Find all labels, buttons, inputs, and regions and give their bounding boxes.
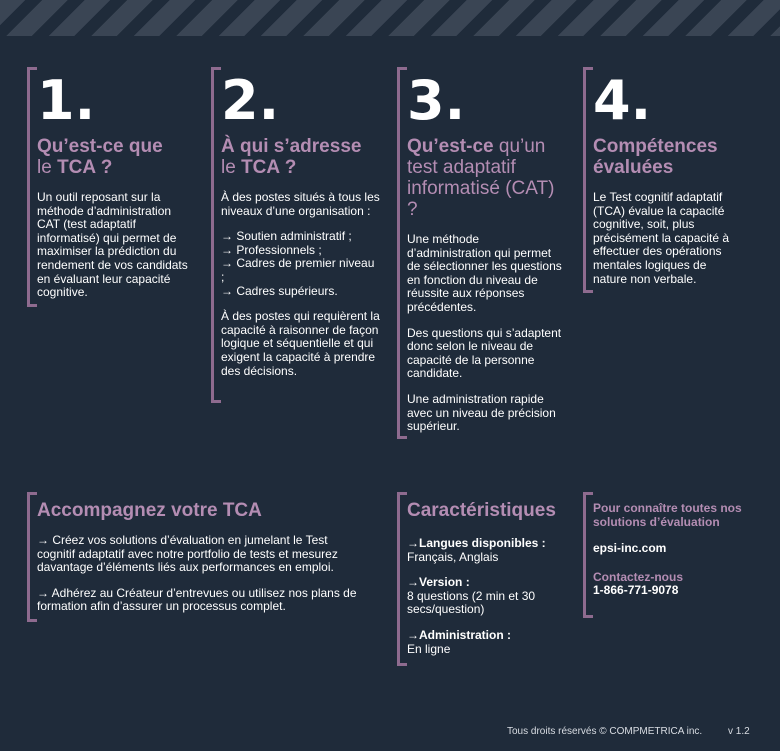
- heading-part: TCA ?: [241, 157, 297, 178]
- feature-label: →Langues disponibles :: [407, 536, 546, 550]
- paragraph: Des questions qui s’adaptent donc selon le niveau de capacité de la personne candidate.: [407, 325, 562, 381]
- contact-label: Contactez-nous: [593, 569, 683, 584]
- section-4: [583, 67, 753, 293]
- features-list: [407, 537, 567, 668]
- heading-part: Compétences évaluées: [593, 136, 718, 178]
- contact-block: [593, 502, 743, 598]
- accompany-body: [37, 534, 367, 626]
- section-bracket: [397, 67, 407, 439]
- feature-label: →Administration :: [407, 627, 511, 642]
- section-2: [211, 67, 381, 403]
- features-section: [397, 492, 572, 666]
- website-link[interactable]: epsi-inc.com: [593, 541, 667, 555]
- heading-part: Qu’est-ce que: [37, 136, 163, 157]
- section-body: [407, 233, 565, 446]
- feature-label: →Version :: [407, 575, 470, 590]
- paragraph: Une administration rapide avec un niveau de précision supérieur.: [407, 391, 556, 434]
- copyright-text: Tous droits réservés © COMPMETRICA inc.: [507, 726, 703, 737]
- feature-item: [407, 576, 567, 617]
- paragraph: Un outil reposant sur la méthode d’administration CAT (test adaptatif informatisé) qui permet de maximiser la prédiction du rendement de vos candidats en évaluant leur capacité cognitive.: [37, 190, 188, 300]
- accompany-section: [27, 492, 377, 622]
- section-body: [593, 191, 743, 298]
- section-bracket: [397, 492, 407, 666]
- section-body: [37, 191, 192, 312]
- contact-section: [583, 492, 753, 618]
- section-1: [27, 67, 192, 307]
- section-bracket: [27, 67, 37, 307]
- section-3: [397, 67, 572, 439]
- feature-item: [407, 537, 567, 564]
- section-heading: [407, 136, 565, 220]
- feature-value: En ligne: [407, 641, 451, 656]
- section-number: 4.: [593, 69, 652, 132]
- heading-part: le: [221, 157, 242, 178]
- section-heading: [37, 136, 197, 178]
- section-heading: [593, 136, 743, 178]
- phone-number[interactable]: 1-866-771-9078: [593, 583, 679, 597]
- section-bracket: [211, 67, 221, 403]
- version-text: v 1.2: [728, 726, 750, 737]
- paragraph: Une méthode d’administration qui permet de sélectionner les questions en fonction du niveau de réussite aux réponses précédentes.: [407, 232, 562, 314]
- heading-part: À qui s’adresse: [221, 136, 362, 157]
- paragraph: → Adhérez au Créateur d’entrevues ou utilisez nos plans de formation afin d’assurer un processus complet.: [37, 585, 357, 614]
- bullet-list: → Soutien administratif ; → Professionnels ; → Cadres de premier niveau ; → Cadres supérieurs.: [221, 229, 375, 298]
- heading-part: qu’un test adaptatif informatisé (CAT) ?: [407, 136, 555, 220]
- feature-item: [407, 629, 567, 656]
- paragraph: À des postes situés à tous les niveaux d’une organisation :: [221, 190, 380, 218]
- features-title: Caractéristiques: [407, 500, 556, 521]
- paragraph: Le Test cognitif adaptatif (TCA) évalue la capacité cognitive, soit, plus précisément la capacité à effectuer des opérations mentales logiques de nature non verbale.: [593, 190, 730, 286]
- section-bracket: [27, 492, 37, 622]
- feature-value: 8 questions (2 min et 30 secs/question): [407, 588, 536, 617]
- section-number: 3.: [407, 69, 466, 132]
- heading-part: Qu’est-ce: [407, 136, 499, 157]
- section-heading: [221, 136, 386, 178]
- striped-header-band: [0, 0, 780, 36]
- contact-intro: Pour connaître toutes nos solutions d’évaluation: [593, 501, 742, 529]
- section-number: 1.: [37, 69, 96, 132]
- heading-part: le: [37, 157, 58, 178]
- paragraph: → Créez vos solutions d’évaluation en jumelant le Test cognitif adaptatif avec notre portfolio de tests et mesurez davantage d’éléments liés aux performances en emploi.: [37, 533, 338, 575]
- heading-part: TCA ?: [57, 157, 113, 178]
- section-bracket: [583, 492, 593, 618]
- feature-value: Français, Anglais: [407, 549, 499, 564]
- accompany-title: Accompagnez votre TCA: [37, 500, 262, 521]
- section-bracket: [583, 67, 593, 293]
- section-number: 2.: [221, 69, 280, 132]
- section-body: [221, 191, 381, 390]
- paragraph: À des postes qui requièrent la capacité à raisonner de façon logique et séquentielle et qui exigent la capacité à prendre des décisions.: [221, 309, 380, 378]
